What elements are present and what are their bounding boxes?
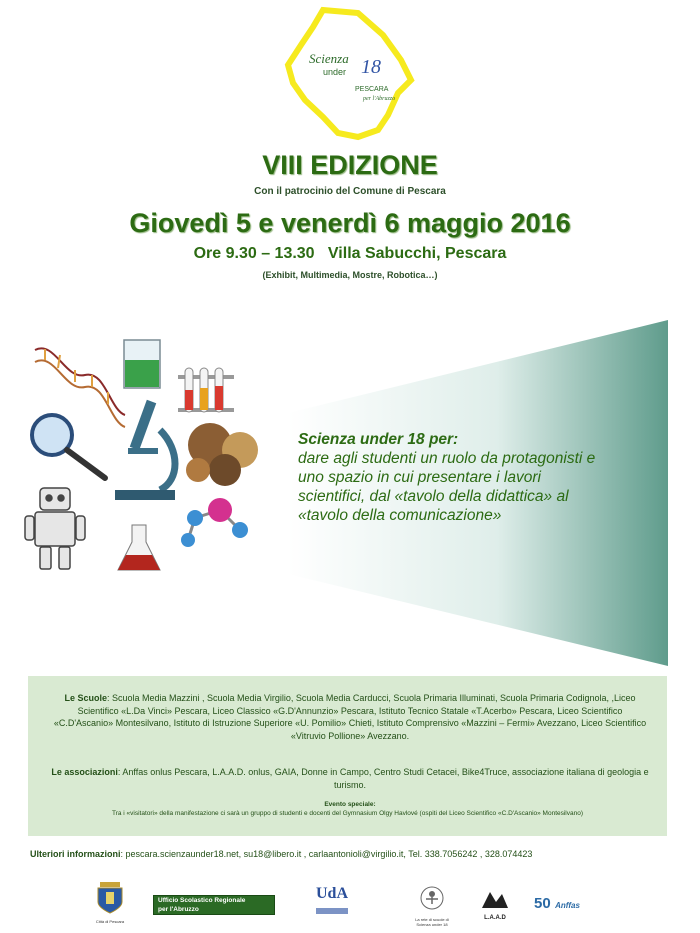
contact-details: : pescara.scienzaunder18.net, su18@libero.it , carlaantonioli@virgilio.it, Tel. 338.7056242 , 328.074423 — [120, 849, 533, 859]
anffas-name: Anffas — [555, 901, 580, 910]
flask-icon — [118, 525, 160, 570]
contact-info — [30, 849, 670, 859]
mission-line: «tavolo della comunicazione» — [298, 507, 502, 524]
scienza-under-18-logo — [283, 5, 418, 145]
logo-under: under — [323, 67, 347, 77]
time-and-place: Ore 9.30 – 13.30 Villa Sabucchi, Pescara — [193, 245, 507, 262]
schools-label: Le Scuole — [64, 693, 107, 703]
associations-label: Le associazioni — [51, 767, 118, 777]
schools-paragraph — [50, 692, 650, 742]
molecule-icon — [181, 498, 248, 547]
logo-number: 18 — [361, 56, 381, 78]
grains-seeds-icon — [186, 423, 258, 486]
anffas-logo — [534, 895, 594, 915]
uda-university-logo — [312, 885, 352, 915]
logo-scienza: Scienza — [309, 51, 349, 66]
event-dates: Giovedì 5 e venerdì 6 maggio 2016 — [129, 208, 571, 238]
mission-line: scientifici, dal «tavolo della didattica» al — [298, 488, 569, 505]
usr-line-1: Ufficio Scolastico Regionale — [158, 897, 246, 904]
special-event-text: Tra i «visitatori» della manifestazione ci sarà un gruppo di studenti e docenti del Gymnasium Olgy Havlové (ospiti del Liceo Scientifico «C.D'Ascanio» Montesilvano) — [111, 810, 584, 817]
associations-paragraph — [50, 766, 650, 791]
laad-text: L.A.A.D — [484, 915, 506, 921]
network-caption: La rete di scuole di Scienza under 18 — [415, 917, 449, 927]
abruzzo-region-shape — [288, 10, 411, 137]
magnifying-glass-icon — [32, 415, 105, 478]
beaker-icon — [124, 340, 160, 388]
uda-building-icon — [312, 906, 352, 916]
mission-line: uno spazio in cui presentare i lavori — [298, 469, 541, 486]
event-categories: (Exhibit, Multimedia, Mostre, Robotica…) — [262, 270, 438, 280]
city-name: Città di Pescara — [95, 919, 125, 924]
mission-statement — [298, 430, 658, 525]
logo-city: PESCARA — [355, 86, 389, 93]
schools-list: : Scuola Media Mazzini , Scuola Media Virgilio, Scuola Media Carducci, Scuola Primaria Illuminati, Scuola Primaria Codignola, ,Liceo Scientifico «L.Da Vinci» Pescara, Liceo Classico «G.D'Annunzio» Pescara, Istituto Tecnico Statale «T.Acerbo» Pescara, Liceo Scientifico «C.D'Ascanio» Montesilvano, Istituto di Istruzione Superiore «U. Pomilio» Chieti, Istituto Comprensivo «Mazzini – Fermi» Avezzano, Liceo Scientifico «Vitruvio Pollione» Avezzano. — [53, 693, 647, 741]
laad-figures-icon — [478, 888, 512, 910]
usr-abruzzo-logo — [153, 895, 275, 915]
school-network-logo — [412, 884, 452, 927]
mission-heading: Scienza under 18 per: — [298, 431, 459, 448]
contact-label: Ulteriori informazioni — [30, 849, 121, 859]
associations-list: : Anffas onlus Pescara, L.A.A.D. onlus, GAIA, Donne in Campo, Centro Studi Cetacei, Bike4Truce, associazione italiana di geologia e turismo. — [117, 767, 649, 790]
science-illustrations — [20, 330, 275, 585]
laad-logo — [478, 888, 512, 922]
robot-icon — [25, 488, 85, 569]
city-of-pescara-logo — [88, 880, 132, 926]
usr-line-2: per l'Abruzzo — [158, 906, 199, 913]
logo-region: per l'Abruzzo — [363, 96, 396, 102]
anffas-number: 50 — [534, 895, 551, 912]
test-tubes-icon — [178, 368, 234, 412]
patronage-text: Con il patrocinio del Comune di Pescara — [254, 186, 446, 197]
edition-title: VIII EDIZIONE — [262, 150, 438, 180]
special-event-title: Evento speciale: — [324, 801, 376, 808]
city-crest-icon — [88, 880, 132, 914]
mission-line: dare agli studenti un ruolo da protagonisti e — [298, 450, 596, 467]
uda-text: UdA — [315, 885, 348, 902]
network-person-icon — [412, 884, 452, 912]
